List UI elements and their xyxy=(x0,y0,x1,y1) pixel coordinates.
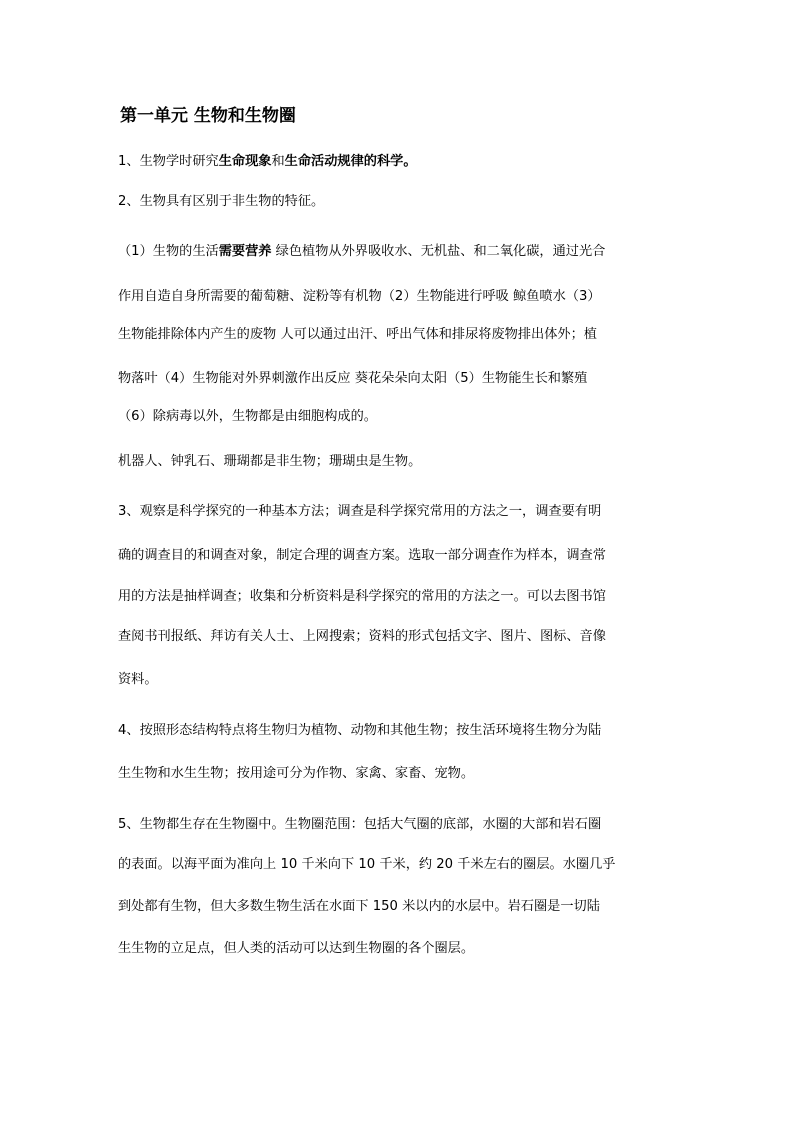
point-3-line-1: 3、观察是科学探究的一种基本方法；调查是科学探究常用的方法之一，调查要有明 xyxy=(118,504,602,519)
point-1-mid: 和 xyxy=(271,154,285,169)
point-4-line-1: 4、按照形态结构特点将生物归为植物、动物和其他生物；按生活环境将生物分为陆 xyxy=(118,723,602,738)
point-3-line-4: 查阅书刊报纸、拜访有关人士、上网搜索；资料的形式包括文字、图片、图标、音像 xyxy=(118,629,606,644)
point-2: 2、生物具有区别于非生物的特征。 xyxy=(118,194,325,209)
characteristics-line-3: 生物能排除体内产生的废物 人可以通过出汗、呼出气体和排尿将废物排出体外；植 xyxy=(118,327,597,342)
characteristics-line-5: （6）除病毒以外，生物都是由细胞构成的。 xyxy=(118,409,377,424)
point-1-prefix: 1、生物学时研究 xyxy=(118,154,219,169)
point-3-line-5: 资料。 xyxy=(118,672,158,687)
characteristics-line-1-pre: （1）生物的生活 xyxy=(118,244,219,259)
characteristics-bold-nutrition: 需要营养 xyxy=(218,244,272,259)
point-1 xyxy=(118,152,417,172)
point-3-line-3: 用的方法是抽样调查；收集和分析资料是科学探究的常用的方法之一。可以去图书馆 xyxy=(118,589,606,604)
characteristics-line-2: 作用自造自身所需要的葡萄糖、淀粉等有机物（2）生物能进行呼吸 鲸鱼喷水（3） xyxy=(118,289,601,304)
characteristics-line-1 xyxy=(118,242,605,262)
point-3-line-2: 确的调查目的和调查对象，制定合理的调查方案。选取一部分调查作为样本，调查常 xyxy=(118,548,606,563)
point-5-line-1: 5、生物都生存在生物圈中。生物圈范围：包括大气圈的底部，水圈的大部和岩石圈 xyxy=(118,817,602,832)
characteristics-line-1-post: 绿色植物从外界吸收水、无机盐、和二氧化碳，通过光合 xyxy=(271,244,606,259)
unit-title: 第一单元 生物和生物圈 xyxy=(120,106,296,126)
point-5-line-3: 到处都有生物，但大多数生物生活在水面下 150 米以内的水层中。岩石圈是一切陆 xyxy=(118,899,600,914)
point-5-line-2: 的表面。以海平面为准向上 10 千米向下 10 千米，约 20 千米左右的圈层。水圈几乎 xyxy=(118,857,616,872)
point-1-bold-phenomena: 生命现象 xyxy=(218,154,272,169)
point-5-line-4: 生生物的立足点，但人类的活动可以达到生物圈的各个圈层。 xyxy=(118,941,475,956)
point-1-bold-laws: 生命活动规律的科学。 xyxy=(284,154,417,169)
nonliving-examples: 机器人、钟乳石、珊瑚都是非生物；珊瑚虫是生物。 xyxy=(118,454,422,469)
point-4-line-2: 生生物和水生生物；按用途可分为作物、家禽、家畜、宠物。 xyxy=(118,766,475,781)
characteristics-line-4: 物落叶（4）生物能对外界刺激作出反应 葵花朵朵向太阳（5）生物能生长和繁殖 xyxy=(118,371,588,386)
